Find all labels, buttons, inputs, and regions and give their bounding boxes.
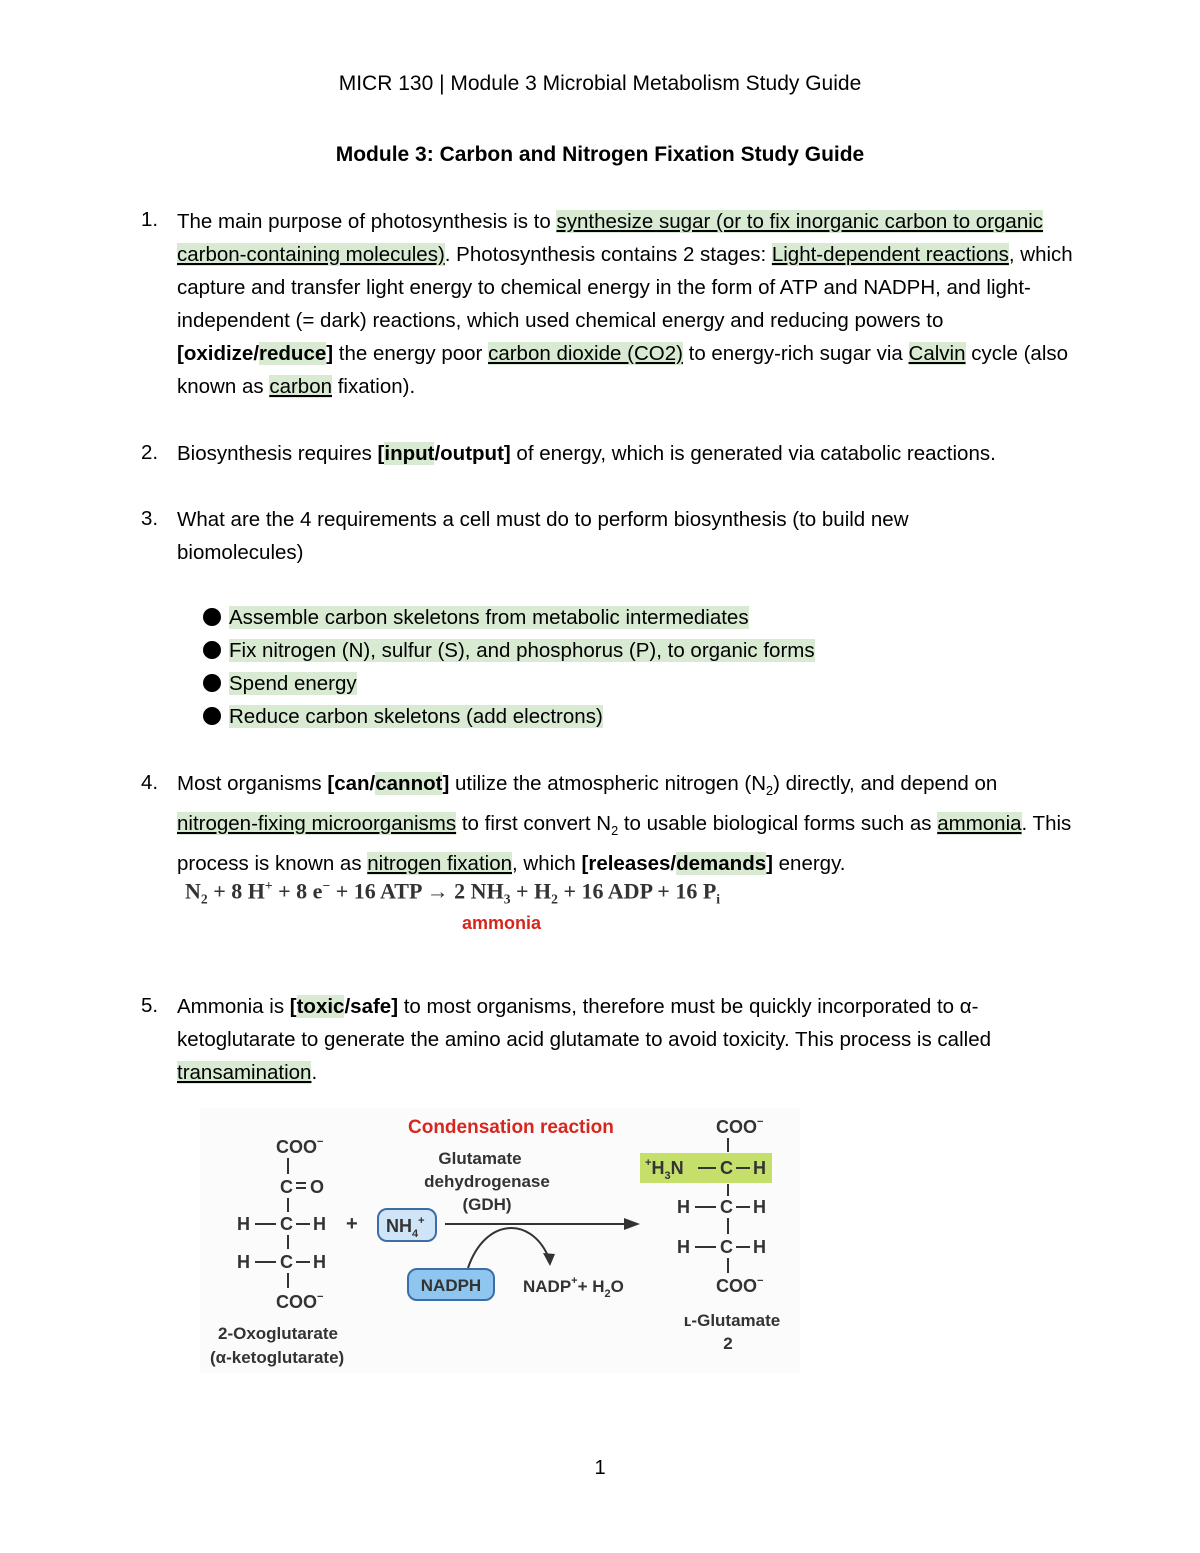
svg-text:O: O [310,1177,325,1197]
q4-text: Most organisms [can/cannot] utilize the atmospheric nitrogen $(N_2)$ directly, and depend on nitrogen-fixing microorganisms to first convert $N_2$ to usable biological forms such as ammonia. This process is known as nitrogen fixation, which [releases/demands] energy. [177,772,1072,876]
q4-answer-ammonia: ammonia [937,812,1022,836]
q4-choice-1: [can/cannot] [327,772,450,795]
document-title: Module 3: Carbon and Nitrogen Fixation Study Guide [335,143,865,166]
q5-number: 5. [141,994,159,1017]
svg-text:C: C [280,1214,293,1234]
q2-text: Biosynthesis requires [input/output] of energy, which is generated via catabolic reactions. [177,442,996,465]
q4-answer-microorganisms: nitrogen-fixing microorganisms [177,812,457,836]
svg-text:H: H [677,1197,690,1217]
nadp-water-label: NADP++ $H_2O$ [523,1275,624,1300]
svg-text:COO−: COO− [276,1291,324,1312]
product-name: ʟ-Glutamate [683,1311,781,1330]
q5-answer-transamination: transamination [177,1061,312,1084]
q1-choice: [oxidize/reduce] [177,342,334,365]
page-number: 1 [594,1457,606,1479]
q4-answer-fixation: nitrogen fixation [367,852,513,876]
svg-text:COO−: COO− [716,1275,764,1296]
q1-answer-co2: carbon dioxide (CO2) [488,342,683,365]
svg-text:C: C [280,1252,293,1272]
svg-text:H: H [753,1158,766,1178]
q1-answer-carbon: carbon [269,375,332,398]
ammonia-label: ammonia [462,913,542,933]
svg-text:H: H [237,1214,250,1234]
bullet-icon [203,707,221,725]
svg-text:H: H [677,1237,690,1257]
gdh-reaction-figure [200,1108,800,1373]
svg-text:H: H [753,1197,766,1217]
plus-sign: + [346,1213,358,1235]
q1-answer-stage: Light-dependent reactions [771,243,1009,266]
substrate-alt-name: (α-ketoglutarate) [210,1348,345,1367]
svg-text:C: C [720,1197,733,1217]
q4-choice-2: [releases/demands] [581,852,773,876]
enzyme-label-line1: Glutamate [438,1149,522,1168]
svg-text:COO−: COO− [716,1116,764,1137]
q5-choice: [toxic/safe] [289,995,399,1018]
q1-answer-purpose: synthesize sugar (or to fix inorganic carbon to organic carbon-containing molecules) [177,210,1044,266]
nadph-label: NADPH [420,1276,482,1295]
q1-answer-calvin: Calvin [908,342,966,365]
enzyme-label-line2: dehydrogenase [424,1172,550,1191]
bullet-icon [203,608,221,626]
svg-text:H: H [313,1252,326,1272]
document-header: MICR 130 | Module 3 Microbial Metabolism Study Guide [338,72,862,95]
bullet-icon [203,641,221,659]
q1-text: The main purpose of photosynthesis is to synthesize sugar (or to fix inorganic carbon to organic carbon-containing molecules). Photosynthesis contains 2 stages: Light-dependent reactions, which capture and transfer light energy to chemical energy in the form of ATP and NADPH, and light-independent (= dark) reactions, which used chemical energy and reducing powers to [oxidize/reduce] the energy poor carbon dioxide (CO2) to energy-rich sugar via Calvin cycle (also known as carbon fixation). [177,210,1073,398]
bullet-icon [203,674,221,692]
ammonium-label: $NH_4^+$ [386,1215,425,1240]
condensation-reaction-label: Condensation reaction [408,1117,614,1138]
svg-text:H: H [753,1237,766,1257]
svg-text:H: H [237,1252,250,1272]
product-number: 2 [723,1334,733,1353]
q3-bullet-4: Reduce carbon skeletons (add electrons) [203,700,603,733]
q3-bullet-1: Assemble carbon skeletons from metabolic intermediates [203,601,749,634]
q3-bullet-3: Spend energy [203,667,357,700]
svg-text:C: C [720,1237,733,1257]
q3-text: What are the 4 requirements a cell must do to perform biosynthesis (to build new biomolecules) [177,508,909,564]
svg-text:C: C [280,1177,293,1197]
q4-number: 4. [141,771,159,794]
q2-choice: [input/output] [377,442,511,465]
q2-number: 2. [141,441,159,464]
q3-number: 3. [141,507,159,530]
q1-number: 1. [141,208,159,231]
nitrogen-fixation-equation: $N_2 + 8$ H+ + 8 e− + 16 ATP → 2 $NH_3 + H_2 + 16$ ADP + 16 $P_i$ [185,878,721,907]
substrate-name: 2-Oxoglutarate [218,1324,338,1343]
svg-text:C: C [720,1158,733,1178]
svg-text:H: H [313,1214,326,1234]
q3-bullet-2: Fix nitrogen (N), sulfur (S), and phosphorus (P), to organic forms [203,634,815,667]
svg-text:+H3N: $^+H_3N$ [645,1157,684,1182]
q5-text: Ammonia is [toxic/safe] to most organisms, therefore must be quickly incorporated to α-ketoglutarate to generate the amino acid glutamate to avoid toxicity. This process is called transamination. [177,995,991,1084]
enzyme-label-line3: (GDH) [462,1195,512,1214]
svg-text:COO−: COO− [276,1136,324,1157]
